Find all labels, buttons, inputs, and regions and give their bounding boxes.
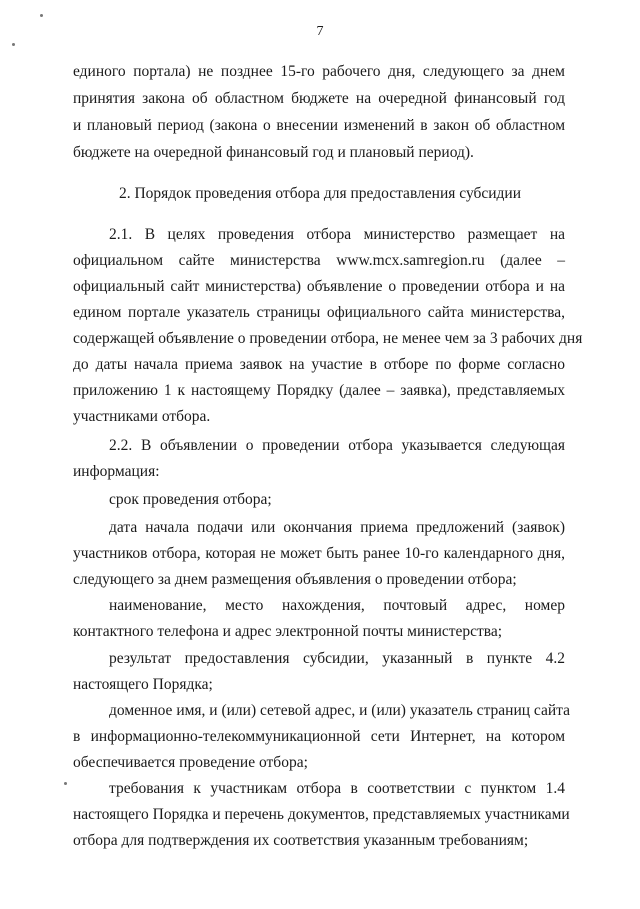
list-item-result-line: результат предоставления субсидии, указанный в пункте 4.2 <box>109 650 565 667</box>
list-item-name-line: наименование, место нахождения, почтовый адрес, номер <box>109 597 565 614</box>
intro-line: и плановый период (закона о внесении изменений в закон об областном <box>73 117 565 134</box>
list-item-dates-line: участников отбора, которая не может быть ранее 10-го календарного дня, <box>73 545 565 562</box>
intro-line: принятия закона об областном бюджете на очередной финансовый год <box>73 90 565 107</box>
page-number: 7 <box>316 24 324 39</box>
list-item-domain-line: доменное имя, и (или) сетевой адрес, и (или) указатель страниц сайта <box>109 702 571 719</box>
list-item-term: срок проведения отбора; <box>109 491 272 508</box>
paragraph-2-1-line: 2.1. В целях проведения отбора министерство размещает на <box>109 226 565 243</box>
list-item-result-line: настоящего Порядка; <box>73 676 213 693</box>
list-item-name-line: контактного телефона и адрес электронной почты министерства; <box>73 623 503 640</box>
list-item-requirements-line: отбора для подтверждения их соответствия указанным требованиям; <box>73 832 529 849</box>
paragraph-2-1-line: официальный сайт министерства) объявление о проведении отбора и на <box>73 278 565 295</box>
intro-line: бюджете на очередной финансовый год и плановый период). <box>73 144 474 161</box>
paragraph-2-1-line: содержащей объявление о проведении отбора, не менее чем за 3 рабочих дня <box>73 330 583 347</box>
paragraph-2-2-line: информация: <box>73 463 160 480</box>
paragraph-2-1-line: едином портале указатель страницы официального сайта министерства, <box>73 304 565 321</box>
list-item-domain-line: обеспечивается проведение отбора; <box>73 754 308 771</box>
paragraph-2-1-line: участниками отбора. <box>73 408 211 425</box>
paragraph-2-2-line: 2.2. В объявлении о проведении отбора указывается следующая <box>109 437 565 454</box>
list-item-requirements-line: требования к участникам отбора в соответствии с пунктом 1.4 <box>109 780 565 797</box>
intro-line: единого портала) не позднее 15-го рабочего дня, следующего за днем <box>73 63 565 80</box>
scan-speck <box>64 782 67 785</box>
list-item-dates-line: дата начала подачи или окончания приема предложений (заявок) <box>109 519 565 536</box>
paragraph-2-1-line: до даты начала приема заявок на участие в отборе по форме согласно <box>73 356 565 373</box>
list-item-dates-line: следующего за днем размещения объявления о проведении отбора; <box>73 571 517 588</box>
paragraph-2-1-line: приложению 1 к настоящему Порядку (далее – заявка), представляемых <box>73 382 565 399</box>
list-item-requirements-line: настоящего Порядка и перечень документов, представляемых участниками <box>73 806 570 823</box>
list-item-domain-line: в информационно-телекоммуникационной сети Интернет, на котором <box>73 728 565 745</box>
paragraph-2-1-line: официальном сайте министерства www.mcx.samregion.ru (далее – <box>73 252 565 269</box>
scan-speck <box>40 14 43 17</box>
scan-speck <box>12 43 15 46</box>
section-heading: 2. Порядок проведения отбора для предоставления субсидии <box>118 185 522 202</box>
